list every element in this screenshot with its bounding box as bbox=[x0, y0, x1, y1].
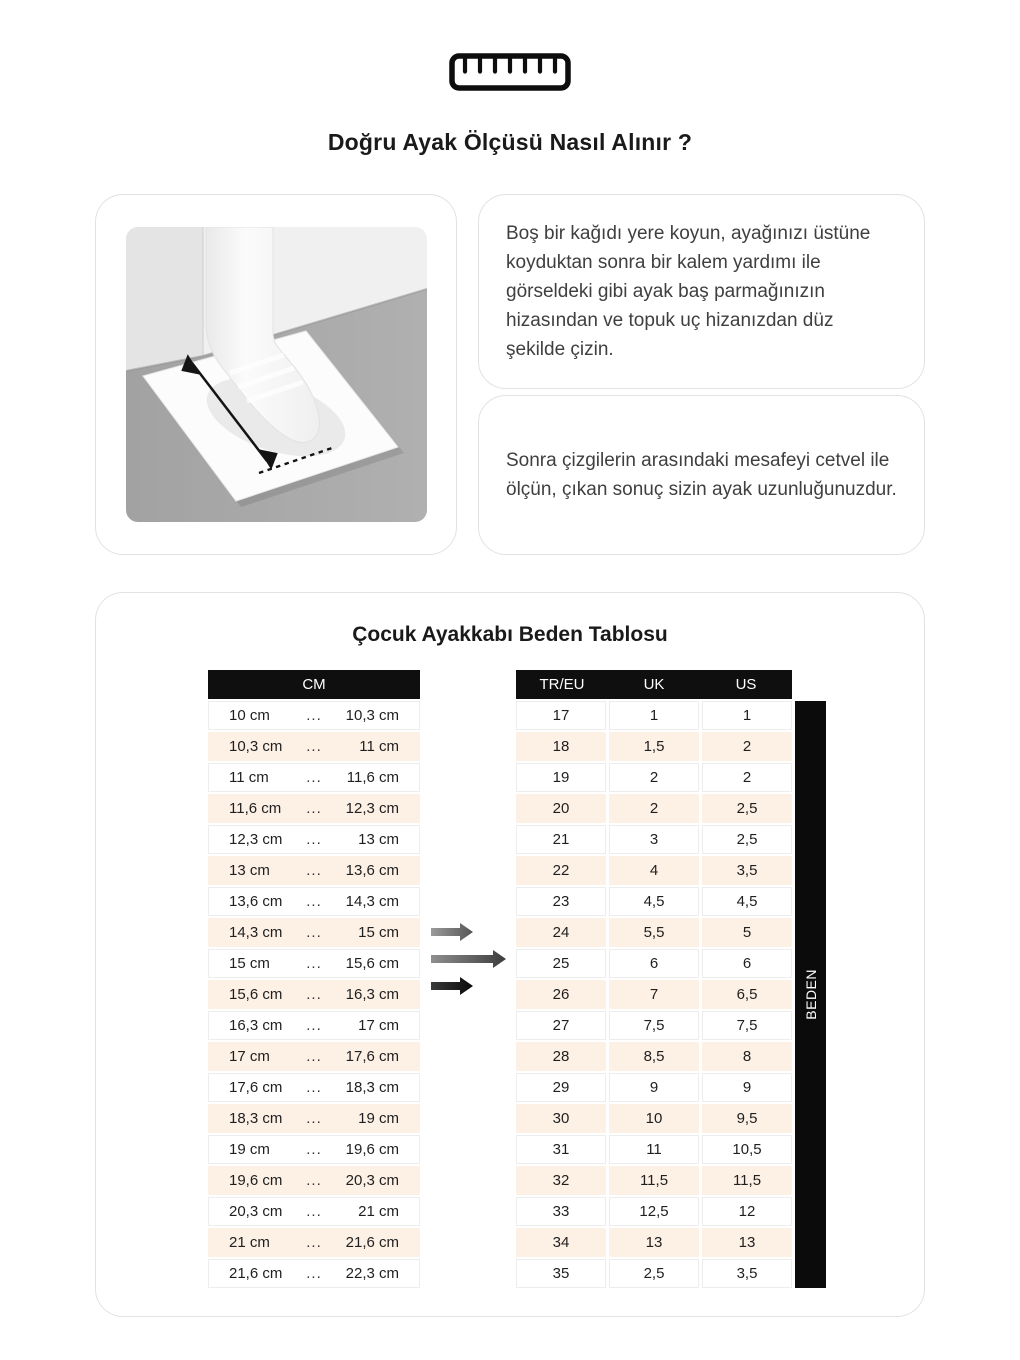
size-table-header-treu: TR/EU bbox=[539, 676, 585, 693]
cm-range-to: 15 cm bbox=[358, 924, 399, 941]
cm-range-separator: ... bbox=[306, 1141, 322, 1158]
size-cell-us: 5 bbox=[702, 918, 792, 947]
cm-range-from: 13 cm bbox=[229, 862, 270, 879]
cm-range-from: 17 cm bbox=[229, 1048, 270, 1065]
size-row bbox=[516, 794, 792, 823]
size-row bbox=[516, 825, 792, 854]
size-cell-treu: 35 bbox=[516, 1259, 606, 1288]
size-cell-us: 6 bbox=[702, 949, 792, 978]
cm-range-separator: ... bbox=[306, 986, 322, 1003]
cm-range-from: 19 cm bbox=[229, 1141, 270, 1158]
size-cell-treu: 17 bbox=[516, 701, 606, 730]
size-row bbox=[516, 856, 792, 885]
ruler-icon bbox=[449, 53, 571, 91]
size-cell-treu: 34 bbox=[516, 1228, 606, 1257]
cm-range-from: 19,6 cm bbox=[229, 1172, 283, 1189]
cm-range-separator: ... bbox=[306, 1172, 322, 1189]
cm-range-separator: ... bbox=[306, 831, 322, 848]
cm-range-from: 20,3 cm bbox=[229, 1203, 283, 1220]
cm-row bbox=[208, 980, 420, 1009]
cm-range-to: 18,3 cm bbox=[345, 1079, 399, 1096]
size-cell-uk: 4 bbox=[609, 856, 699, 885]
size-cell-treu: 33 bbox=[516, 1197, 606, 1226]
size-cell-treu: 22 bbox=[516, 856, 606, 885]
cm-range-separator: ... bbox=[306, 1203, 322, 1220]
cm-range-to: 21 cm bbox=[358, 1203, 399, 1220]
size-cell-treu: 27 bbox=[516, 1011, 606, 1040]
cm-row bbox=[208, 732, 420, 761]
size-cell-us: 3,5 bbox=[702, 1259, 792, 1288]
cm-row bbox=[208, 763, 420, 792]
cm-range-to: 14,3 cm bbox=[345, 893, 399, 910]
cm-row bbox=[208, 825, 420, 854]
size-chart-card bbox=[95, 592, 925, 1317]
size-row bbox=[516, 1135, 792, 1164]
size-row bbox=[516, 1197, 792, 1226]
cm-range-to: 20,3 cm bbox=[345, 1172, 399, 1189]
size-cell-uk: 11 bbox=[609, 1135, 699, 1164]
size-cell-uk: 5,5 bbox=[609, 918, 699, 947]
size-cell-uk: 9 bbox=[609, 1073, 699, 1102]
cm-row bbox=[208, 794, 420, 823]
cm-range-separator: ... bbox=[306, 738, 322, 755]
foot-measurement-photo-card bbox=[95, 194, 457, 555]
cm-range-to: 19 cm bbox=[358, 1110, 399, 1127]
cm-range-separator: ... bbox=[306, 800, 322, 817]
cm-range-from: 13,6 cm bbox=[229, 893, 283, 910]
size-cell-us: 13 bbox=[702, 1228, 792, 1257]
transfer-arrows-icon bbox=[429, 922, 507, 996]
size-cell-uk: 2 bbox=[609, 794, 699, 823]
size-cell-treu: 20 bbox=[516, 794, 606, 823]
size-row bbox=[516, 1104, 792, 1133]
cm-range-separator: ... bbox=[306, 1017, 322, 1034]
cm-row bbox=[208, 1042, 420, 1071]
cm-range-separator: ... bbox=[306, 1110, 322, 1127]
cm-range-to: 16,3 cm bbox=[345, 986, 399, 1003]
size-cell-uk: 2,5 bbox=[609, 1259, 699, 1288]
size-cell-uk: 7,5 bbox=[609, 1011, 699, 1040]
cm-row bbox=[208, 1197, 420, 1226]
size-row bbox=[516, 1011, 792, 1040]
size-cell-treu: 21 bbox=[516, 825, 606, 854]
size-table-body bbox=[516, 701, 792, 1288]
cm-range-from: 17,6 cm bbox=[229, 1079, 283, 1096]
size-cell-uk: 12,5 bbox=[609, 1197, 699, 1226]
cm-row bbox=[208, 887, 420, 916]
size-row bbox=[516, 732, 792, 761]
cm-range-from: 11 cm bbox=[229, 769, 269, 786]
size-row bbox=[516, 763, 792, 792]
cm-row bbox=[208, 1166, 420, 1195]
size-row bbox=[516, 887, 792, 916]
cm-range-to: 15,6 cm bbox=[345, 955, 399, 972]
size-cell-uk: 1,5 bbox=[609, 732, 699, 761]
page-title: Doğru Ayak Ölçüsü Nasıl Alınır ? bbox=[327, 129, 693, 155]
cm-range-from: 18,3 cm bbox=[229, 1110, 283, 1127]
cm-range-from: 16,3 cm bbox=[229, 1017, 283, 1034]
beden-side-bar bbox=[795, 701, 826, 1288]
cm-range-from: 21,6 cm bbox=[229, 1265, 283, 1282]
size-row bbox=[516, 1042, 792, 1071]
cm-range-from: 11,6 cm bbox=[229, 800, 282, 817]
size-cell-treu: 19 bbox=[516, 763, 606, 792]
size-cell-us: 3,5 bbox=[702, 856, 792, 885]
size-cell-uk: 11,5 bbox=[609, 1166, 699, 1195]
cm-range-separator: ... bbox=[306, 1079, 322, 1096]
cm-range-to: 17,6 cm bbox=[345, 1048, 399, 1065]
cm-table-header: CM bbox=[208, 670, 420, 699]
convert-arrows-wrap bbox=[420, 922, 516, 996]
size-cell-us: 2,5 bbox=[702, 794, 792, 823]
size-cell-us: 2 bbox=[702, 732, 792, 761]
size-cell-uk: 13 bbox=[609, 1228, 699, 1257]
instruction-card-2 bbox=[478, 395, 925, 555]
size-table-header-us: US bbox=[735, 676, 757, 693]
cm-range-to: 19,6 cm bbox=[345, 1141, 399, 1158]
size-cell-uk: 10 bbox=[609, 1104, 699, 1133]
cm-range-to: 21,6 cm bbox=[345, 1234, 399, 1251]
size-chart-title: Çocuk Ayakkabı Beden Tablosu bbox=[352, 623, 668, 646]
cm-row bbox=[208, 1073, 420, 1102]
size-cell-uk: 7 bbox=[609, 980, 699, 1009]
size-cell-us: 4,5 bbox=[702, 887, 792, 916]
cm-range-separator: ... bbox=[306, 955, 322, 972]
cm-table-body bbox=[208, 701, 420, 1288]
size-cell-us: 6,5 bbox=[702, 980, 792, 1009]
instruction-text-1: Boş bir kağıdı yere koyun, ayağınızı üstüne koyduktan sonra bir kalem yardımı ile görseldeki gibi ayak baş parmağınızın hizasından ve topuk uç hizanızdan düz şekilde çizin. bbox=[506, 223, 871, 360]
size-cell-us: 12 bbox=[702, 1197, 792, 1226]
cm-range-from: 10 cm bbox=[229, 707, 270, 724]
cm-range-separator: ... bbox=[306, 707, 322, 724]
instruction-text-2: Sonra çizgilerin arasındaki mesafeyi cetvel ile ölçün, çıkan sonuç sizin ayak uzunluğunuzdur. bbox=[506, 450, 897, 500]
size-cell-treu: 29 bbox=[516, 1073, 606, 1102]
cm-range-separator: ... bbox=[306, 1048, 322, 1065]
size-row bbox=[516, 1166, 792, 1195]
cm-range-from: 12,3 cm bbox=[229, 831, 283, 848]
cm-range-to: 13,6 cm bbox=[345, 862, 399, 879]
cm-range-from: 10,3 cm bbox=[229, 738, 283, 755]
size-table-header-row bbox=[516, 670, 792, 699]
size-cell-treu: 26 bbox=[516, 980, 606, 1009]
size-cell-us: 9,5 bbox=[702, 1104, 792, 1133]
size-cell-uk: 6 bbox=[609, 949, 699, 978]
size-row bbox=[516, 980, 792, 1009]
cm-range-to: 17 cm bbox=[358, 1017, 399, 1034]
size-cell-us: 11,5 bbox=[702, 1166, 792, 1195]
cm-row bbox=[208, 701, 420, 730]
size-cell-treu: 30 bbox=[516, 1104, 606, 1133]
size-row bbox=[516, 701, 792, 730]
cm-range-separator: ... bbox=[306, 1265, 322, 1282]
cm-range-to: 13 cm bbox=[358, 831, 399, 848]
cm-range-to: 11,6 cm bbox=[346, 769, 399, 786]
cm-range-separator: ... bbox=[306, 1234, 322, 1251]
instruction-card-1 bbox=[478, 194, 925, 389]
cm-row bbox=[208, 918, 420, 947]
instruction-cards bbox=[478, 194, 925, 555]
size-cell-treu: 25 bbox=[516, 949, 606, 978]
hero-section bbox=[0, 0, 1020, 156]
size-row bbox=[516, 1259, 792, 1288]
size-cell-us: 1 bbox=[702, 701, 792, 730]
cm-range-from: 15,6 cm bbox=[229, 986, 283, 1003]
size-cell-us: 9 bbox=[702, 1073, 792, 1102]
size-cell-treu: 28 bbox=[516, 1042, 606, 1071]
cm-range-from: 14,3 cm bbox=[229, 924, 283, 941]
size-table bbox=[516, 670, 792, 1288]
beden-label: BEDEN bbox=[802, 969, 819, 1020]
size-tables bbox=[96, 670, 924, 1288]
cm-row bbox=[208, 1259, 420, 1288]
size-row bbox=[516, 949, 792, 978]
cm-row bbox=[208, 1135, 420, 1164]
size-cell-uk: 4,5 bbox=[609, 887, 699, 916]
size-cell-treu: 31 bbox=[516, 1135, 606, 1164]
cm-row bbox=[208, 856, 420, 885]
size-cell-uk: 8,5 bbox=[609, 1042, 699, 1071]
foot-measurement-photo bbox=[126, 227, 427, 522]
measurement-guide-row bbox=[95, 194, 925, 555]
cm-range-from: 21 cm bbox=[229, 1234, 270, 1251]
cm-range-to: 10,3 cm bbox=[345, 707, 399, 724]
size-table-header-uk: UK bbox=[643, 676, 665, 693]
cm-range-to: 22,3 cm bbox=[345, 1265, 399, 1282]
cm-range-separator: ... bbox=[306, 862, 322, 879]
cm-table bbox=[208, 670, 420, 1288]
cm-range-separator: ... bbox=[306, 769, 322, 786]
size-cell-us: 7,5 bbox=[702, 1011, 792, 1040]
size-cell-uk: 3 bbox=[609, 825, 699, 854]
cm-row bbox=[208, 1104, 420, 1133]
cm-row bbox=[208, 1228, 420, 1257]
size-cell-treu: 23 bbox=[516, 887, 606, 916]
size-cell-uk: 1 bbox=[609, 701, 699, 730]
size-row bbox=[516, 918, 792, 947]
size-cell-us: 2,5 bbox=[702, 825, 792, 854]
size-row bbox=[516, 1073, 792, 1102]
cm-row bbox=[208, 1011, 420, 1040]
size-cell-treu: 32 bbox=[516, 1166, 606, 1195]
cm-range-to: 11 cm bbox=[359, 738, 399, 755]
size-cell-us: 8 bbox=[702, 1042, 792, 1071]
cm-range-separator: ... bbox=[306, 893, 322, 910]
cm-range-to: 12,3 cm bbox=[345, 800, 399, 817]
size-cell-treu: 18 bbox=[516, 732, 606, 761]
size-row bbox=[516, 1228, 792, 1257]
size-cell-us: 10,5 bbox=[702, 1135, 792, 1164]
size-cell-treu: 24 bbox=[516, 918, 606, 947]
cm-row bbox=[208, 949, 420, 978]
cm-range-separator: ... bbox=[306, 924, 322, 941]
size-cell-us: 2 bbox=[702, 763, 792, 792]
cm-range-from: 15 cm bbox=[229, 955, 270, 972]
size-cell-uk: 2 bbox=[609, 763, 699, 792]
